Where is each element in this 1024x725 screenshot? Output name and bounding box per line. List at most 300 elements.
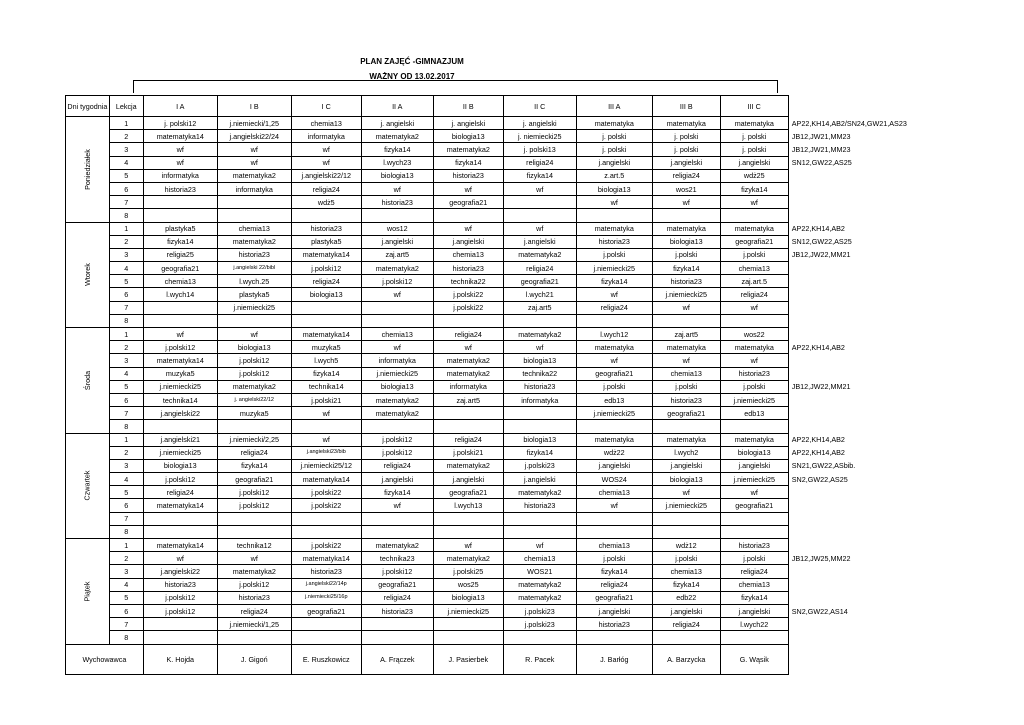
subject-cell: historia23 <box>720 539 788 552</box>
subject-cell: fizyka14 <box>652 578 720 591</box>
lesson-number: 5 <box>109 486 143 499</box>
subject-cell: geografia21 <box>433 486 503 499</box>
footer-row <box>66 644 929 674</box>
lesson-row <box>66 539 929 552</box>
lesson-number: 6 <box>109 499 143 512</box>
subject-cell: j.polski <box>720 380 788 393</box>
group-note <box>788 288 928 301</box>
lesson-row <box>66 222 929 235</box>
subject-cell: j.angielski <box>576 604 652 617</box>
subject-cell: fizyka14 <box>503 169 576 182</box>
subject-cell: chemia13 <box>361 328 433 341</box>
subject-cell: matematyka2 <box>433 367 503 380</box>
lesson-number: 7 <box>109 618 143 631</box>
subject-cell <box>576 420 652 433</box>
subject-cell: biologia13 <box>361 380 433 393</box>
subject-cell: matematyka2 <box>433 459 503 472</box>
subject-cell <box>361 525 433 538</box>
lesson-row <box>66 169 929 182</box>
subject-cell: j.polski12 <box>143 341 217 354</box>
subject-cell: matematyka <box>652 433 720 446</box>
subject-cell: chemia13 <box>576 539 652 552</box>
subject-cell <box>217 314 291 327</box>
subject-cell: biologia13 <box>652 473 720 486</box>
subject-cell: religia24 <box>720 565 788 578</box>
subject-cell: j.angielski <box>361 235 433 248</box>
subject-cell: wos22 <box>720 328 788 341</box>
lesson-number: 3 <box>109 459 143 472</box>
lesson-number: 1 <box>109 222 143 235</box>
subject-cell: matematyka <box>576 341 652 354</box>
lesson-row <box>66 182 929 195</box>
subject-cell: WOS24 <box>576 473 652 486</box>
subject-cell: wf <box>291 143 361 156</box>
group-note <box>788 262 928 275</box>
footer-note <box>788 644 928 674</box>
subject-cell: wdż5 <box>291 196 361 209</box>
class-header: I C <box>291 96 361 117</box>
subject-cell: j.polski12 <box>143 604 217 617</box>
subject-cell <box>143 314 217 327</box>
subject-cell: religia24 <box>433 328 503 341</box>
lesson-row <box>66 591 929 604</box>
subject-cell: j.polski23 <box>503 604 576 617</box>
subject-cell: geografia21 <box>576 591 652 604</box>
subject-cell: matematyka2 <box>503 328 576 341</box>
subject-cell: zaj.art5 <box>433 393 503 406</box>
subject-cell: wf <box>361 499 433 512</box>
subject-cell: matematyka2 <box>503 486 576 499</box>
subject-cell: j. polski <box>720 130 788 143</box>
subject-cell: j.angielski23/bib <box>291 446 361 459</box>
lesson-number: 6 <box>109 393 143 406</box>
lesson-row <box>66 288 929 301</box>
subject-cell: historia23 <box>361 604 433 617</box>
subject-cell: historia23 <box>503 499 576 512</box>
subject-cell: wf <box>433 341 503 354</box>
subject-cell: j. niemiecki25 <box>503 130 576 143</box>
lesson-row <box>66 499 929 512</box>
subject-cell: biologia13 <box>720 446 788 459</box>
subject-cell: historia23 <box>576 618 652 631</box>
lesson-number: 7 <box>109 407 143 420</box>
subject-cell: biologia13 <box>433 591 503 604</box>
subject-cell: matematyka2 <box>503 578 576 591</box>
day-name: Piątek <box>82 581 92 602</box>
subject-cell: matematyka <box>720 222 788 235</box>
subject-cell: biologia13 <box>291 288 361 301</box>
subject-cell <box>217 512 291 525</box>
lesson-number: 2 <box>109 341 143 354</box>
subject-cell <box>503 196 576 209</box>
lesson-number: 1 <box>109 539 143 552</box>
subject-cell <box>143 196 217 209</box>
subject-cell: j.polski12 <box>361 565 433 578</box>
subject-cell: j.angielski <box>433 235 503 248</box>
subject-cell: j. angielski22/12 <box>217 393 291 406</box>
lesson-number: 3 <box>109 354 143 367</box>
subject-cell: j. polski <box>576 130 652 143</box>
group-note: AP22,KH14,AB2 <box>791 448 845 458</box>
lesson-row <box>66 618 929 631</box>
subject-cell <box>291 631 361 644</box>
subject-cell: j. polski <box>652 130 720 143</box>
subject-cell: j.angielski <box>652 604 720 617</box>
subject-cell: matematyka14 <box>291 552 361 565</box>
lesson-number: 8 <box>109 631 143 644</box>
subject-cell: chemia13 <box>433 248 503 261</box>
group-note <box>788 407 928 420</box>
subject-cell <box>720 314 788 327</box>
subject-cell: j.angielski <box>503 235 576 248</box>
group-note: SN21,GW22,ASbib. <box>791 461 856 471</box>
subject-cell: j.polski12 <box>217 354 291 367</box>
subject-cell <box>720 420 788 433</box>
subject-cell: religia24 <box>217 446 291 459</box>
subject-cell: matematyka14 <box>291 248 361 261</box>
lesson-row <box>66 354 929 367</box>
lesson-number: 3 <box>109 248 143 261</box>
subject-cell: matematyka14 <box>143 539 217 552</box>
subject-cell: fizyka14 <box>361 143 433 156</box>
subject-cell <box>720 512 788 525</box>
class-header: III B <box>652 96 720 117</box>
lesson-row <box>66 446 929 459</box>
group-note <box>788 182 928 195</box>
subject-cell: j.angielski 22/bibl <box>217 262 291 275</box>
subject-cell: wf <box>217 143 291 156</box>
teacher-cell: K. Hojda <box>143 644 217 674</box>
lesson-row <box>66 117 929 130</box>
subject-cell: historia23 <box>217 591 291 604</box>
subject-cell: technika12 <box>217 539 291 552</box>
subject-cell: j.polski22 <box>291 486 361 499</box>
subject-cell <box>433 209 503 222</box>
subject-cell: chemia13 <box>652 565 720 578</box>
lesson-row <box>66 380 929 393</box>
lesson-number: 4 <box>109 262 143 275</box>
subject-cell: chemia13 <box>720 262 788 275</box>
subject-cell: religia24 <box>720 288 788 301</box>
subject-cell <box>291 420 361 433</box>
subject-cell: j.polski21 <box>433 446 503 459</box>
subject-cell: religia24 <box>576 301 652 314</box>
subject-cell: matematyka14 <box>143 130 217 143</box>
subject-cell: informatyka <box>433 380 503 393</box>
subject-cell: geografia21 <box>576 367 652 380</box>
subject-cell: edb22 <box>652 591 720 604</box>
group-note <box>788 631 928 644</box>
subject-cell <box>361 512 433 525</box>
subject-cell: biologia13 <box>433 130 503 143</box>
subject-cell <box>720 631 788 644</box>
subject-cell: wf <box>576 499 652 512</box>
subject-cell: wf <box>720 301 788 314</box>
subject-cell: geografia21 <box>217 473 291 486</box>
subject-cell: fizyka14 <box>143 235 217 248</box>
group-note: AP22,KH14,AB2/SN24,GW21,AS23 <box>791 118 907 128</box>
lesson-row <box>66 565 929 578</box>
subject-cell: j.niemiecki/1,25 <box>217 618 291 631</box>
subject-cell: matematyka14 <box>291 328 361 341</box>
teacher-cell: R. Pacek <box>503 644 576 674</box>
subject-cell: j.polski12 <box>361 433 433 446</box>
group-note <box>788 578 928 591</box>
teacher-cell: E. Ruszkowicz <box>291 644 361 674</box>
subject-cell: zaj.art5 <box>652 328 720 341</box>
teacher-cell: J. Pasierbek <box>433 644 503 674</box>
lesson-row <box>66 209 929 222</box>
subject-cell: l.wych5 <box>291 354 361 367</box>
lesson-number: 8 <box>109 209 143 222</box>
subject-cell: biologia13 <box>503 433 576 446</box>
teacher-cell: A. Frączek <box>361 644 433 674</box>
subject-cell: religia24 <box>291 182 361 195</box>
subject-cell <box>433 407 503 420</box>
subject-cell <box>143 525 217 538</box>
class-header: II A <box>361 96 433 117</box>
subject-cell <box>143 209 217 222</box>
schedule-table <box>65 95 929 675</box>
class-header: I B <box>217 96 291 117</box>
subject-cell: j.polski <box>576 380 652 393</box>
subject-cell: j.angielski <box>652 156 720 169</box>
group-note <box>788 328 928 341</box>
subject-cell: j.polski12 <box>361 275 433 288</box>
group-note: JB12,JW21,MM23 <box>791 131 851 141</box>
subject-cell: religia25 <box>143 248 217 261</box>
group-note <box>788 618 928 631</box>
subject-cell: j.polski <box>576 248 652 261</box>
subject-cell: j.niemiecki25 <box>143 446 217 459</box>
subject-cell: wf <box>720 486 788 499</box>
subject-cell <box>503 420 576 433</box>
subject-cell: religia24 <box>652 169 720 182</box>
subject-cell <box>291 512 361 525</box>
subject-cell <box>652 512 720 525</box>
subject-cell <box>361 618 433 631</box>
day-cell <box>66 222 110 328</box>
subject-cell: matematyka2 <box>217 169 291 182</box>
subject-cell: wf <box>361 341 433 354</box>
subject-cell: biologia13 <box>217 341 291 354</box>
lesson-row <box>66 156 929 169</box>
subject-cell: j. polski <box>576 143 652 156</box>
subject-cell: wf <box>652 196 720 209</box>
subject-cell: historia23 <box>143 578 217 591</box>
lesson-row <box>66 248 929 261</box>
subject-cell: wf <box>720 354 788 367</box>
teacher-cell: J. Gigoń <box>217 644 291 674</box>
subject-cell <box>576 314 652 327</box>
subject-cell: fizyka14 <box>503 446 576 459</box>
subject-cell: muzyka5 <box>143 367 217 380</box>
subject-cell <box>652 209 720 222</box>
subject-cell: matematyka <box>576 433 652 446</box>
subject-cell <box>361 209 433 222</box>
subject-cell: j.angielski <box>652 459 720 472</box>
subject-cell: wos25 <box>433 578 503 591</box>
teacher-cell: G. Wąsik <box>720 644 788 674</box>
group-note <box>788 301 928 314</box>
subject-cell: j.polski12 <box>143 473 217 486</box>
group-note: JB12,JW25,MM22 <box>791 553 851 563</box>
subject-cell: matematyka2 <box>503 248 576 261</box>
lesson-number: 5 <box>109 275 143 288</box>
subject-cell: geografia21 <box>503 275 576 288</box>
subject-cell: wf <box>433 539 503 552</box>
subject-cell: j.niemiecki/2,25 <box>217 433 291 446</box>
subject-cell <box>433 420 503 433</box>
group-note <box>788 354 928 367</box>
group-note <box>788 499 928 512</box>
subject-cell: historia23 <box>433 169 503 182</box>
page-title: PLAN ZAJĘĆ -GIMNAZJUM <box>360 57 464 66</box>
subject-cell: wf <box>217 156 291 169</box>
group-note <box>788 591 928 604</box>
subject-cell: geografia21 <box>291 604 361 617</box>
subject-cell: biologia13 <box>361 169 433 182</box>
subject-cell: j.angielski <box>433 473 503 486</box>
subject-cell: technika22 <box>433 275 503 288</box>
subject-cell <box>503 209 576 222</box>
subject-cell: plastyka5 <box>291 235 361 248</box>
subject-cell: j.polski <box>652 380 720 393</box>
subject-cell: wf <box>652 301 720 314</box>
subject-cell: historia23 <box>361 196 433 209</box>
lesson-number: 3 <box>109 565 143 578</box>
subject-cell: fizyka14 <box>217 459 291 472</box>
subject-cell: fizyka14 <box>652 262 720 275</box>
subject-cell: wf <box>503 341 576 354</box>
subject-cell: historia23 <box>652 393 720 406</box>
subject-cell: historia23 <box>576 235 652 248</box>
subject-cell: chemia13 <box>720 578 788 591</box>
lesson-row <box>66 301 929 314</box>
subject-cell: j.angielski22/12 <box>291 169 361 182</box>
class-header: I A <box>143 96 217 117</box>
day-cell <box>66 539 110 645</box>
subject-cell: j.niemiecki25 <box>652 499 720 512</box>
subject-cell: j.polski25 <box>433 565 503 578</box>
subject-cell: matematyka <box>720 433 788 446</box>
subject-cell: j.niemiecki25 <box>652 288 720 301</box>
subject-cell: j.polski22 <box>291 539 361 552</box>
subject-cell <box>652 631 720 644</box>
group-note: AP22,KH14,AB2 <box>791 342 845 352</box>
subject-cell <box>576 525 652 538</box>
lesson-row <box>66 473 929 486</box>
subject-cell: j.niemiecki25 <box>217 301 291 314</box>
day-name: Czwartek <box>82 470 92 501</box>
subject-cell: j.polski12 <box>217 367 291 380</box>
subject-cell: wdż22 <box>576 446 652 459</box>
subject-cell: matematyka2 <box>503 591 576 604</box>
subject-cell <box>652 525 720 538</box>
group-note <box>788 486 928 499</box>
subject-cell: matematyka <box>576 222 652 235</box>
subject-cell: matematyka2 <box>361 130 433 143</box>
lesson-row <box>66 525 929 538</box>
subject-cell: informatyka <box>143 169 217 182</box>
subject-cell: geografia21 <box>143 262 217 275</box>
subject-cell: geografia21 <box>361 578 433 591</box>
group-note: JB12,JW22,MM21 <box>791 382 851 392</box>
subject-cell: matematyka <box>576 117 652 130</box>
subject-cell: matematyka2 <box>361 407 433 420</box>
subject-cell: wf <box>720 196 788 209</box>
lesson-row <box>66 407 929 420</box>
subject-cell: wf <box>143 328 217 341</box>
day-cell <box>66 117 110 223</box>
group-note <box>788 420 928 433</box>
subject-cell: j.angielski <box>720 156 788 169</box>
subject-cell <box>143 618 217 631</box>
subject-cell: j.niemiecki25/16p <box>291 591 361 604</box>
subject-cell <box>652 314 720 327</box>
subject-cell <box>143 631 217 644</box>
subject-cell: l.wych13 <box>433 499 503 512</box>
day-cell <box>66 433 110 539</box>
subject-cell <box>217 209 291 222</box>
class-header: II C <box>503 96 576 117</box>
subject-cell: j.niemiecki25 <box>576 407 652 420</box>
day-name: Poniedziałek <box>82 148 92 190</box>
subject-cell: j.angielski <box>361 473 433 486</box>
group-note <box>788 525 928 538</box>
subject-cell: j.angielski <box>576 156 652 169</box>
group-note <box>788 314 928 327</box>
subject-cell: historia23 <box>720 367 788 380</box>
subject-cell: matematyka2 <box>433 552 503 565</box>
subject-cell: religia24 <box>291 275 361 288</box>
subject-cell: wf <box>503 182 576 195</box>
group-note <box>788 169 928 182</box>
subject-cell: historia23 <box>291 222 361 235</box>
subject-cell: chemia13 <box>217 222 291 235</box>
class-header: III C <box>720 96 788 117</box>
group-note <box>788 275 928 288</box>
subject-cell: religia24 <box>433 433 503 446</box>
subject-cell <box>503 512 576 525</box>
subject-cell <box>361 314 433 327</box>
lesson-row <box>66 631 929 644</box>
subject-cell: religia24 <box>143 486 217 499</box>
subject-cell <box>361 301 433 314</box>
subject-cell: chemia13 <box>143 275 217 288</box>
lesson-header: Lekcja <box>109 96 143 117</box>
subject-cell <box>720 525 788 538</box>
lesson-number: 5 <box>109 380 143 393</box>
subject-cell: matematyka2 <box>361 262 433 275</box>
header-bar <box>133 80 778 93</box>
lesson-number: 7 <box>109 512 143 525</box>
subject-cell: l.wych21 <box>503 288 576 301</box>
subject-cell: j.angielski <box>720 459 788 472</box>
lesson-row <box>66 433 929 446</box>
subject-cell: matematyka <box>720 341 788 354</box>
lesson-row <box>66 341 929 354</box>
subject-cell <box>433 314 503 327</box>
subject-cell: matematyka <box>652 117 720 130</box>
subject-cell <box>433 618 503 631</box>
day-header: Dni tygodnia <box>66 96 110 117</box>
subject-cell: religia24 <box>576 578 652 591</box>
subject-cell: wdż25 <box>720 169 788 182</box>
subject-cell: fizyka14 <box>361 486 433 499</box>
subject-cell: matematyka2 <box>217 565 291 578</box>
subject-cell: j.angielski22 <box>143 565 217 578</box>
